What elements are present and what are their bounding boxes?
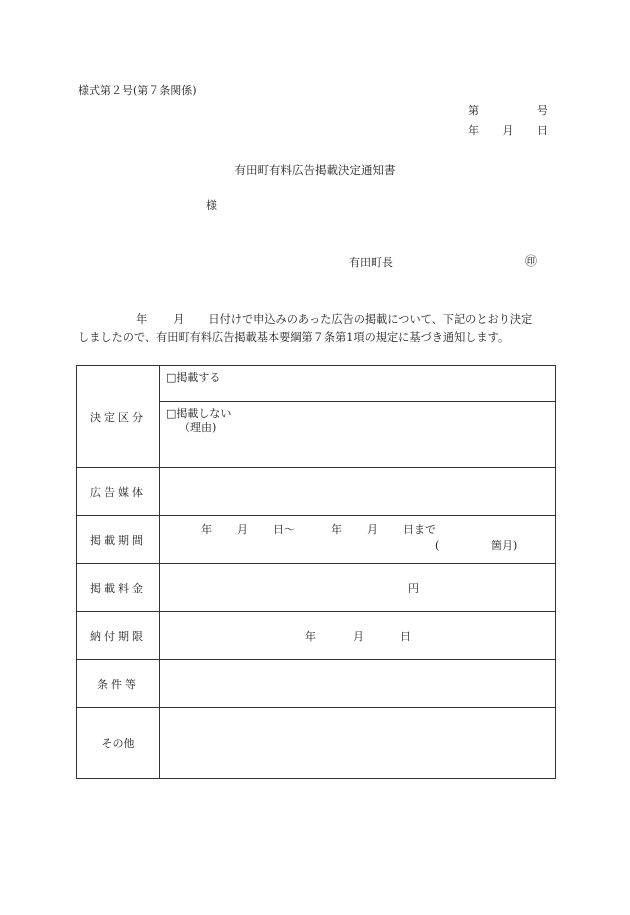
period-start-day: 日〜 (273, 523, 295, 536)
value-deadline[interactable] (160, 612, 555, 659)
number-prefix: 第 (468, 104, 479, 117)
value-decision (160, 366, 555, 467)
row-other (77, 708, 555, 778)
seal-mark: ㊞ (525, 254, 538, 268)
addressee-honorific: 様 (206, 199, 217, 212)
period-start-year: 年 (201, 523, 212, 536)
fee-unit: 円 (408, 581, 419, 595)
row-deadline (77, 612, 555, 660)
body-line-2: しましたので、有田町有料広告掲載基本要綱第７条第1項の規定に基づき通知します。 (78, 331, 510, 344)
decision-table (76, 365, 556, 779)
label-period: 掲載期間 (77, 516, 160, 563)
label-other: その他 (77, 708, 160, 778)
form-number-label: 様式第２号(第７条関係) (78, 84, 197, 97)
option-not-publish-checkbox[interactable]: □掲載しない (166, 407, 232, 420)
document-title: 有田町有料広告掲載決定通知書 (234, 163, 396, 177)
label-decision: 決定区分 (77, 366, 160, 467)
issue-day: 日 (537, 124, 548, 137)
issue-month: 月 (502, 124, 514, 137)
period-end-day: 日まで (403, 523, 436, 536)
row-fee (77, 564, 555, 612)
value-conditions[interactable] (160, 660, 555, 707)
row-period (77, 516, 555, 564)
decision-not-publish-cell (160, 402, 555, 467)
issue-date-line (468, 124, 548, 138)
decision-publish-cell (160, 366, 555, 402)
label-media: 広告媒体 (77, 468, 160, 515)
number-suffix: 号 (537, 104, 548, 117)
issue-year: 年 (468, 124, 479, 137)
deadline-year: 年 (305, 629, 316, 643)
value-other[interactable] (160, 708, 555, 778)
document-number-line (468, 104, 548, 118)
period-end-month: 月 (367, 523, 378, 536)
body-month: 月 (173, 313, 185, 326)
label-fee: 掲載料金 (77, 564, 160, 611)
value-period[interactable] (160, 516, 555, 563)
notice-body (78, 311, 556, 347)
row-media (77, 468, 555, 516)
body-line-1 (78, 311, 556, 329)
sender-name: 有田町長 (349, 256, 393, 269)
period-end-year: 年 (331, 523, 342, 536)
deadline-month: 月 (353, 629, 364, 643)
body-year: 年 (136, 313, 148, 326)
row-decision (77, 366, 555, 468)
value-fee[interactable] (160, 564, 555, 611)
body-line-1-text: 日付けで申込みのあった広告の掲載について、下記のとおり決定 (208, 313, 533, 326)
period-months-close: 箇月) (491, 539, 518, 552)
period-start-month: 月 (237, 523, 248, 536)
reason-label: （理由) (179, 421, 217, 434)
label-deadline: 納付期限 (77, 612, 160, 659)
value-media[interactable] (160, 468, 555, 515)
option-publish-checkbox[interactable]: □掲載する (166, 371, 221, 384)
row-conditions (77, 660, 555, 708)
deadline-day: 日 (400, 629, 411, 643)
period-months-open: ( (435, 539, 440, 552)
label-conditions: 条件等 (77, 660, 160, 707)
